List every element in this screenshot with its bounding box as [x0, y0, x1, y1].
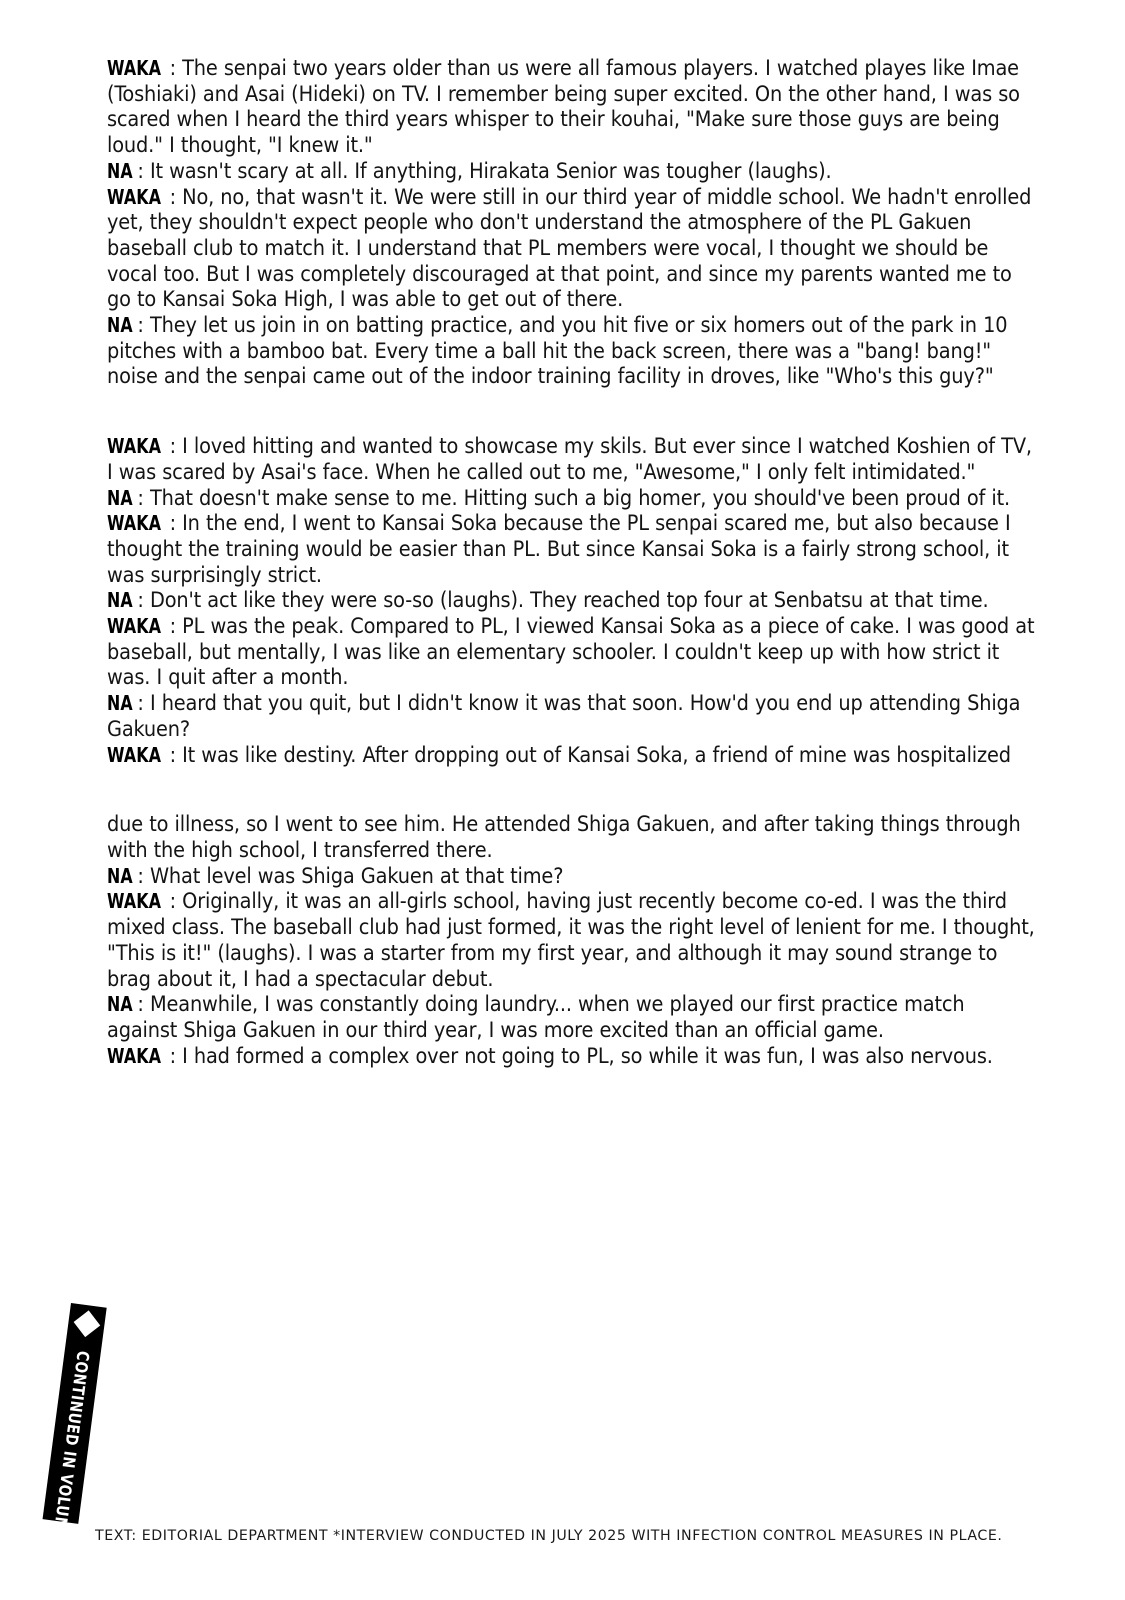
transcript-line: [107, 486, 1037, 512]
transcript-block: [107, 56, 1037, 390]
transcript-line: [107, 313, 1037, 390]
speaker-label: WAKA: [107, 56, 162, 80]
speaker-label: WAKA: [107, 1043, 162, 1068]
transcript-line: [107, 185, 1037, 314]
transcript-line: [107, 691, 1037, 742]
interview-transcript: [107, 56, 1037, 1069]
transcript-line: [107, 588, 1037, 614]
speaker-label: NA: [107, 485, 133, 510]
speech-text: : PL was the peak. Compared to PL, I viewed Kansai Soka as a piece of cake. I was good at baseball, but mentally, I was like an elementary schooler. I couldn't keep up with how strict it was. I quit after a month.: [107, 614, 1035, 691]
speaker-label: WAKA: [107, 614, 162, 639]
transcript-line: [107, 812, 1037, 863]
speaker-label: NA: [107, 863, 133, 888]
speech-text: : That doesn't make sense to me. Hitting such a big homer, you should've been proud of it.: [137, 485, 1010, 511]
speech-text: due to illness, so I went to see him. He attended Shiga Gakuen, and after taking things through with the high school, I transferred there.: [107, 812, 1021, 863]
speech-text: : Originally, it was an all-girls school, having just recently become co-ed. I was the third mixed class. The baseball club had just formed, it was the right level of lenient for me. I thought, "This is it!" (laughs). I was a starter from my first year, and although it may sound strange to brag about it, I had a spectacular debut.: [107, 889, 1035, 992]
transcript-line: [107, 159, 1037, 185]
speaker-label: NA: [107, 691, 133, 716]
speech-text: : In the end, I went to Kansai Soka because the PL senpai scared me, but also because I thought the training would be easier than PL. But since Kansai Soka is a fairly strong school, it was surprisingly strict.: [107, 511, 1011, 588]
speech-text: : I heard that you quit, but I didn't know it was that soon. How'd you end up attending Shiga Gakuen?: [107, 691, 1021, 742]
speaker-label: WAKA: [107, 889, 162, 914]
transcript-line: [107, 434, 1037, 485]
continued-banner-label: CONTINUED IN VOLUME 46!!: [43, 1349, 93, 1581]
transcript-line: [107, 864, 1037, 890]
footer-credit: TEXT: EDITORIAL DEPARTMENT *INTERVIEW CONDUCTED IN JULY 2025 WITH INFECTION CONTROL MEASURES IN PLACE.: [95, 1528, 1003, 1544]
speaker-label: WAKA: [107, 434, 162, 459]
speech-text: : I loved hitting and wanted to showcase my skils. But ever since I watched Koshien of TV, I was scared by Asai's face. When he called out to me, "Awesome," I only felt intimidated.": [107, 434, 1032, 485]
speaker-label: NA: [107, 158, 133, 183]
transcript-line: [107, 889, 1037, 992]
diamond-icon: [73, 1310, 100, 1337]
transcript-line: [107, 511, 1037, 588]
speech-text: : Meanwhile, I was constantly doing laundry... when we played our first practice match against Shiga Gakuen in our third year, I was more excited than an official game.: [107, 992, 965, 1043]
transcript-line: [107, 1044, 1037, 1070]
speaker-label: NA: [107, 992, 133, 1017]
speech-text: : It wasn't scary at all. If anything, Hirakata Senior was tougher (laughs).: [137, 158, 832, 184]
transcript-line: [107, 743, 1037, 769]
speech-text: : No, no, that wasn't it. We were still in our third year of middle school. We hadn't enrolled yet, they shouldn't expect people who don't understand the atmosphere of the PL Gakuen baseball club to match it. I understand that PL members were vocal, I thought we should be vocal too. But I was completely discouraged at that point, and since my parents wanted me to go to Kansai Soka High, I was able to get out of there.: [107, 184, 1032, 313]
speech-text: : They let us join in on batting practice, and you hit five or six homers out of the park in 10 pitches with a bamboo bat. Every time a ball hit the back screen, there was a "bang! bang!" noise and the senpai came out of the indoor training facility in droves, like "Who's this guy?": [107, 313, 1008, 390]
speaker-label: NA: [107, 588, 133, 613]
speech-text: : I had formed a complex over not going to PL, so while it was fun, I was also nervous.: [169, 1043, 993, 1069]
transcript-line: [107, 614, 1037, 691]
transcript-line: [107, 992, 1037, 1043]
transcript-block: [107, 434, 1037, 768]
transcript-block: [107, 812, 1037, 1069]
speech-text: : Don't act like they were so-so (laughs). They reached top four at Senbatsu at that time.: [137, 588, 989, 614]
speech-text: : What level was Shiga Gakuen at that time?: [137, 863, 564, 889]
speaker-label: WAKA: [107, 742, 162, 767]
speaker-label: WAKA: [107, 184, 162, 209]
speech-text: : The senpai two years older than us were all famous players. I watched playes like Imae (Toshiaki) and Asai (Hideki) on TV. I remember being super excited. On the other hand, I was so scared when I heard the third years whisper to their kouhai, "Make sure those guys are being loud." I thought, "I knew it.": [107, 56, 1020, 159]
transcript-line: [107, 56, 1037, 159]
speaker-label: WAKA: [107, 511, 162, 536]
continued-banner: [43, 1303, 107, 1581]
speech-text: : It was like destiny. After dropping out of Kansai Soka, a friend of mine was hospitalized: [169, 742, 1011, 768]
speaker-label: NA: [107, 313, 133, 338]
